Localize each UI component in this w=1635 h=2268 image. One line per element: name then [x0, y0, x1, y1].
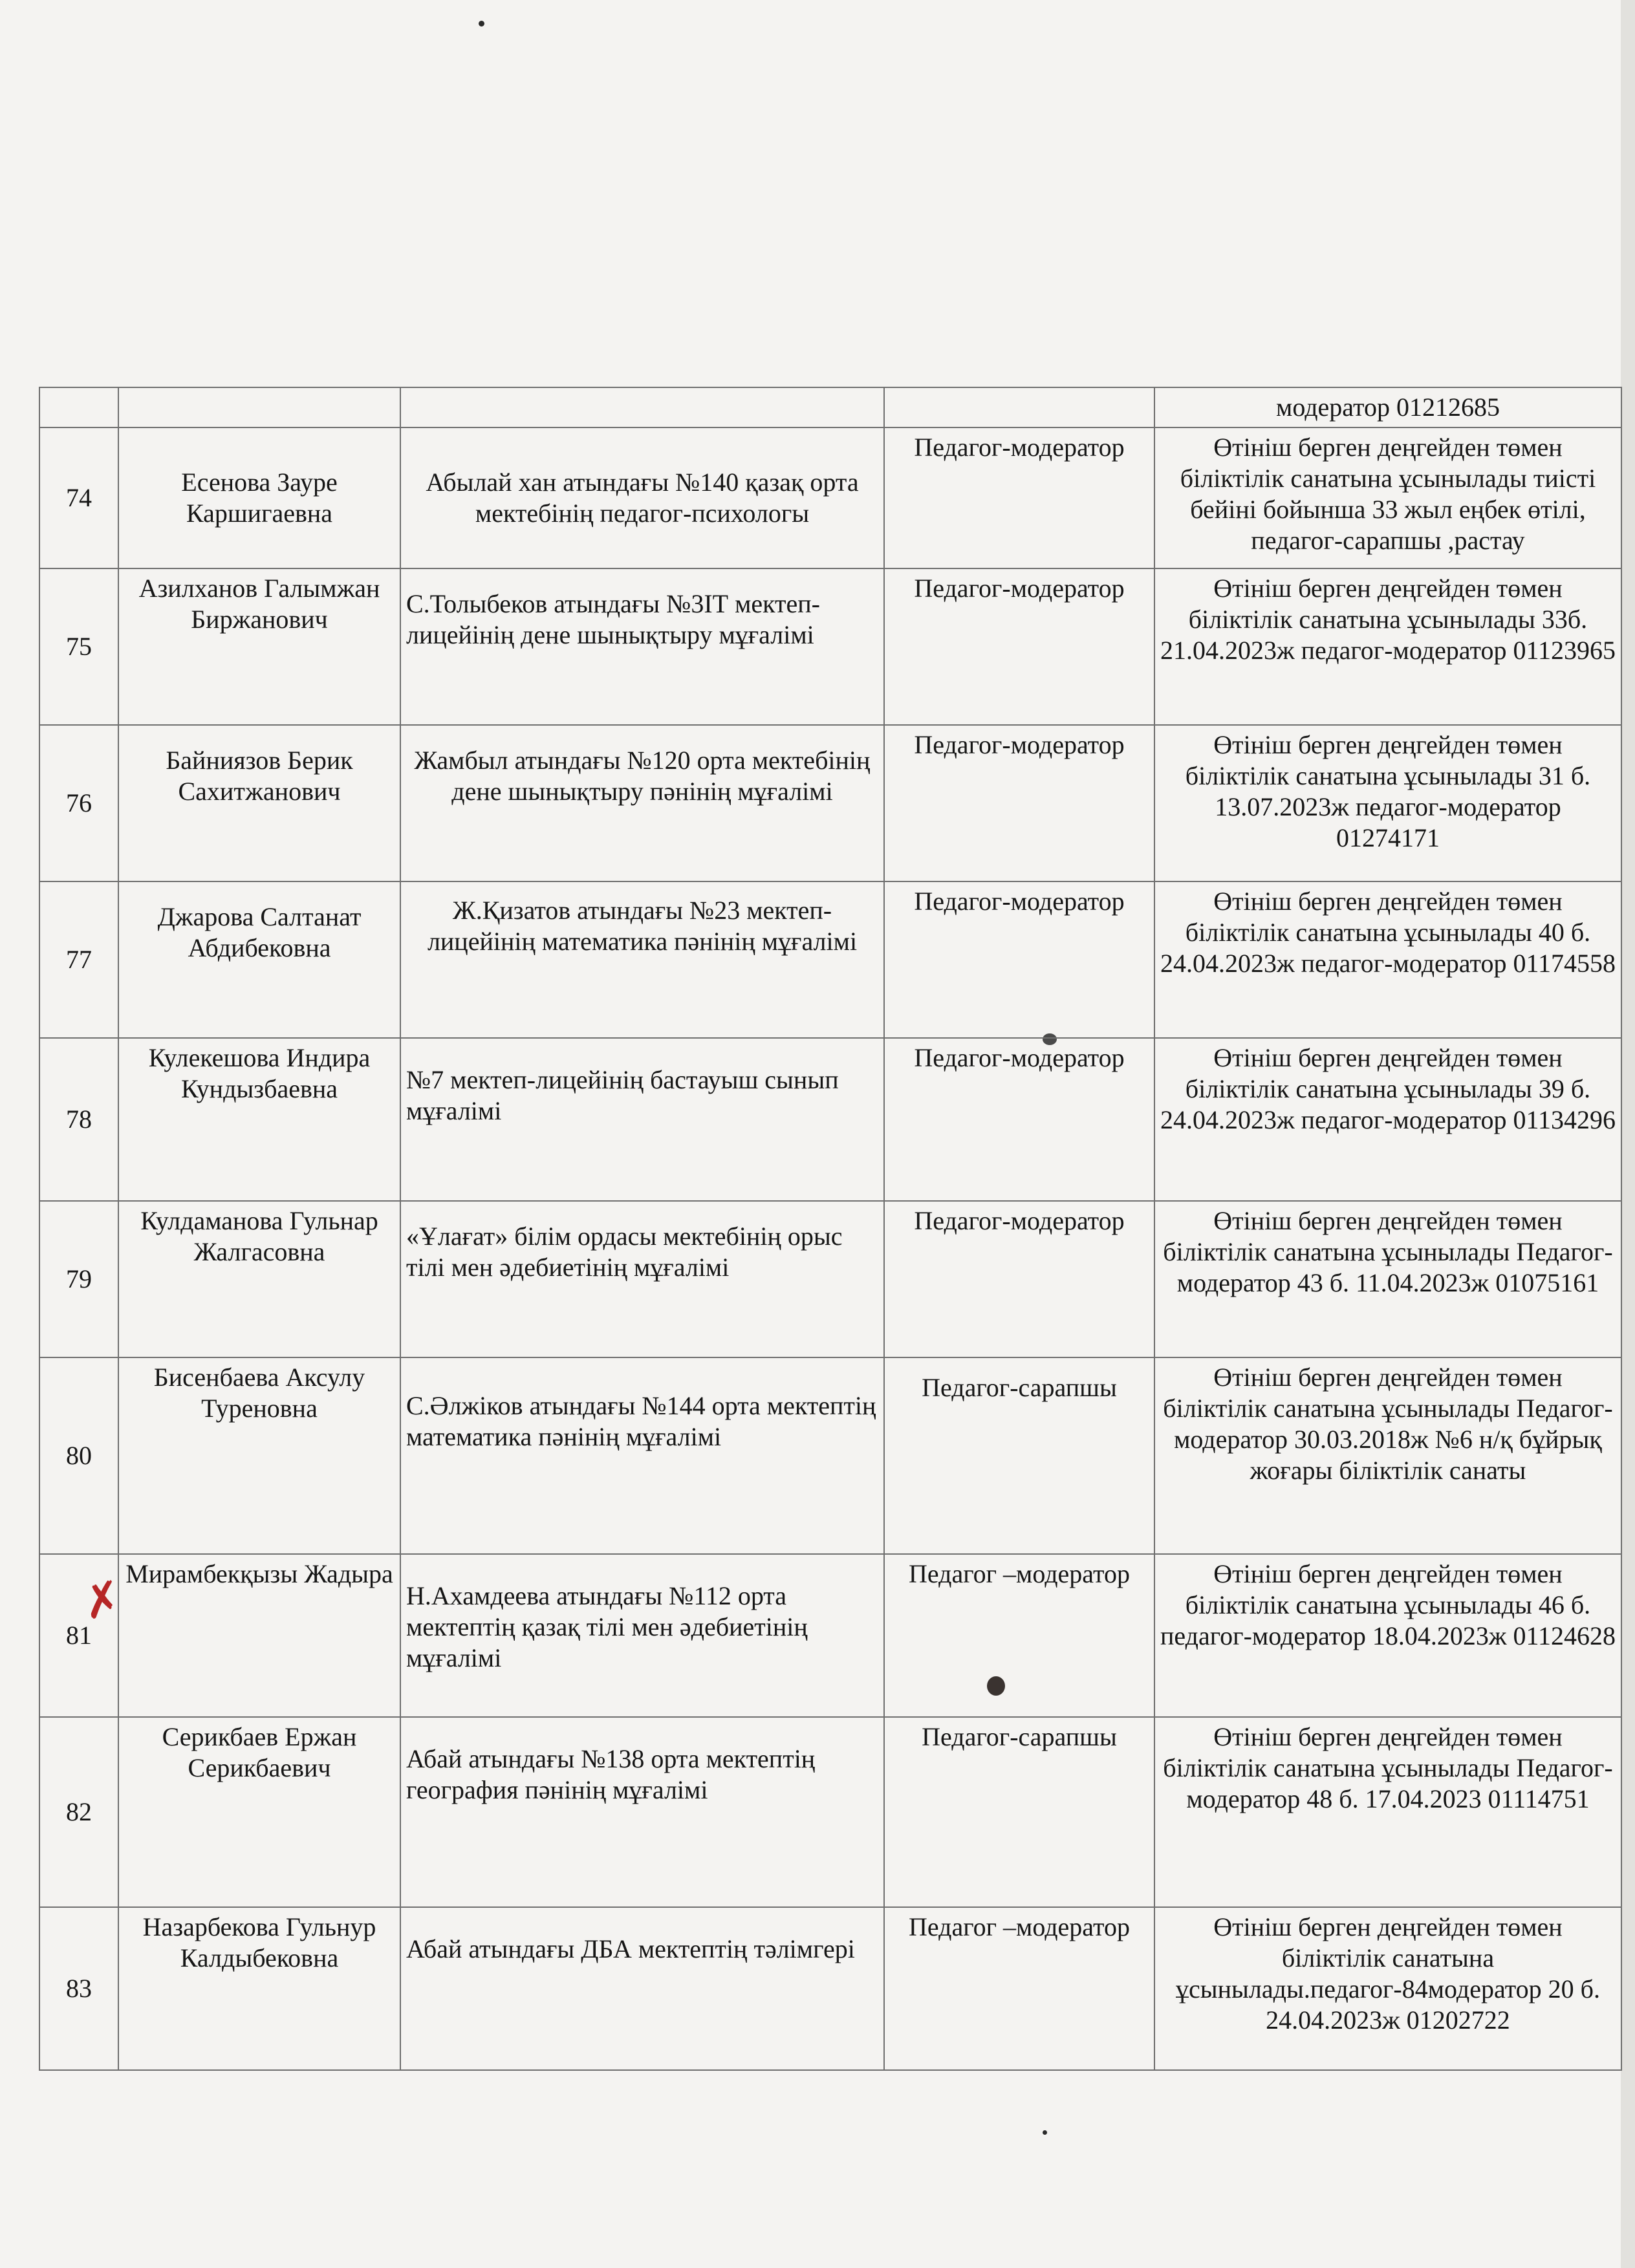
qualification-table — [39, 387, 1622, 2071]
cell-category: Педагог-модератор — [884, 427, 1154, 568]
cell-category: Педагог-модератор — [884, 1201, 1154, 1357]
cell-school: «Ұлағат» білім ордасы мектебінің орыс тілі мен әдебиетінің мұғалімі — [400, 1201, 884, 1357]
cell-name: Бисенбаева Аксулу Туреновна — [118, 1357, 400, 1554]
cell-number: 81 — [39, 1554, 118, 1717]
cell-name: Азилханов Галымжан Биржанович — [118, 568, 400, 725]
table-row — [39, 568, 1621, 725]
cell-name: Кулекешова Индира Кундызбаевна — [118, 1038, 400, 1201]
cell-school: Жамбыл атындағы №120 орта мектебінің дене шынықтыру пәнінің мұғалімі — [400, 725, 884, 881]
cell-name — [118, 387, 400, 427]
cell-decision: Өтініш берген деңгейден төмен біліктілік санатына ұсынылады 40 б. 24.04.2023ж педагог-модератор 01174558 — [1154, 881, 1621, 1038]
table-row — [39, 1357, 1621, 1554]
cell-school: Н.Ахамдеева атындағы №112 орта мектептің қазақ тілі мен әдебиетінің мұғалімі — [400, 1554, 884, 1717]
table-row — [39, 1201, 1621, 1357]
cell-name: Назарбекова Гульнур Калдыбековна — [118, 1907, 400, 2070]
table-row — [39, 1554, 1621, 1717]
cell-school: С.Әлжіков атындағы №144 орта мектептің математика пәнінің мұғалімі — [400, 1357, 884, 1554]
cell-category: Педагог-сарапшы — [884, 1357, 1154, 1554]
cell-decision: Өтініш берген деңгейден төмен біліктілік санатына ұсынылады 46 б. педагог-модератор 18.04.2023ж 01124628 — [1154, 1554, 1621, 1717]
cell-number: 83 — [39, 1907, 118, 2070]
cell-decision: Өтініш берген деңгейден төмен біліктілік санатына ұсынылады 31 б. 13.07.2023ж педагог-модератор 01274171 — [1154, 725, 1621, 881]
cell-school: Ж.Қизатов атындағы №23 мектеп-лицейінің математика пәнінің мұғалімі — [400, 881, 884, 1038]
cell-number: 82 — [39, 1717, 118, 1907]
cell-school: С.Толыбеков атындағы №3IТ мектеп-лицейінің дене шынықтыру мұғалімі — [400, 568, 884, 725]
cell-decision: Өтініш берген деңгейден төмен біліктілік санатына ұсынылады Педагог-модератор 43 б. 11.04.2023ж 01075161 — [1154, 1201, 1621, 1357]
cell-category: Педагог-сарапшы — [884, 1717, 1154, 1907]
cell-school: Абылай хан атындағы №140 қазақ орта мектебінің педагог-психологы — [400, 427, 884, 568]
cell-number — [39, 387, 118, 427]
cell-category — [884, 387, 1154, 427]
cell-decision: Өтініш берген деңгейден төмен біліктілік санатына ұсынылады 39 б. 24.04.2023ж педагог-модератор 01134296 — [1154, 1038, 1621, 1201]
cell-name: Мирамбекқызы Жадыра — [118, 1554, 400, 1717]
table-row — [39, 427, 1621, 568]
cell-number: 77 — [39, 881, 118, 1038]
table-row — [39, 387, 1621, 427]
cell-number: 78 — [39, 1038, 118, 1201]
cell-category: Педагог –модератор — [884, 1907, 1154, 2070]
cell-category: Педагог-модератор — [884, 725, 1154, 881]
table-row — [39, 1907, 1621, 2070]
cell-school — [400, 387, 884, 427]
cell-category: Педагог-модератор — [884, 568, 1154, 725]
cell-name: Кулдаманова Гульнар Жалгасовна — [118, 1201, 400, 1357]
cell-decision: Өтініш берген деңгейден төмен біліктілік санатына ұсынылады.педагог-84модератор 20 б. 24.04.2023ж 01202722 — [1154, 1907, 1621, 2070]
cell-school: №7 мектеп-лицейінің бастауыш сынып мұғалімі — [400, 1038, 884, 1201]
page-edge — [1621, 0, 1635, 2268]
cell-name: Джарова Салтанат Абдибековна — [118, 881, 400, 1038]
cell-decision: Өтініш берген деңгейден төмен біліктілік санатына ұсынылады тиісті бейіні бойынша 33 жыл еңбек өтілі, педагог-сарапшы ,растау — [1154, 427, 1621, 568]
cell-decision: Өтініш берген деңгейден төмен біліктілік санатына ұсынылады 33б. 21.04.2023ж педагог-модератор 01123965 — [1154, 568, 1621, 725]
cell-number: 76 — [39, 725, 118, 881]
ink-speck — [479, 21, 484, 27]
cell-category: Педагог-модератор — [884, 1038, 1154, 1201]
table-row — [39, 1038, 1621, 1201]
cell-number: 74 — [39, 427, 118, 568]
cell-name: Серикбаев Ержан Серикбаевич — [118, 1717, 400, 1907]
cell-decision: Өтініш берген деңгейден төмен біліктілік санатына ұсынылады Педагог-модератор 30.03.2018ж №6 н/қ бұйрық жоғары біліктілік санаты — [1154, 1357, 1621, 1554]
cell-name: Байниязов Берик Сахитжанович — [118, 725, 400, 881]
cell-decision: модератор 01212685 — [1154, 387, 1621, 427]
table-row — [39, 881, 1621, 1038]
cell-category: Педагог –модератор — [884, 1554, 1154, 1717]
handwritten-check-mark-icon: ✗ — [77, 1569, 127, 1631]
cell-name: Есенова Зауре Каршигаевна — [118, 427, 400, 568]
ink-speck — [1043, 2130, 1047, 2135]
cell-school: Абай атындағы №138 орта мектептің география пәнінің мұғалімі — [400, 1717, 884, 1907]
cell-school: Абай атындағы ДБА мектептің тәлімгері — [400, 1907, 884, 2070]
cell-number: 79 — [39, 1201, 118, 1357]
cell-number: 75 — [39, 568, 118, 725]
cell-decision: Өтініш берген деңгейден төмен біліктілік санатына ұсынылады Педагог-модератор 48 б. 17.04.2023 01114751 — [1154, 1717, 1621, 1907]
table-row — [39, 1717, 1621, 1907]
table-row — [39, 725, 1621, 881]
cell-number: 80 — [39, 1357, 118, 1554]
cell-category: Педагог-модератор — [884, 881, 1154, 1038]
